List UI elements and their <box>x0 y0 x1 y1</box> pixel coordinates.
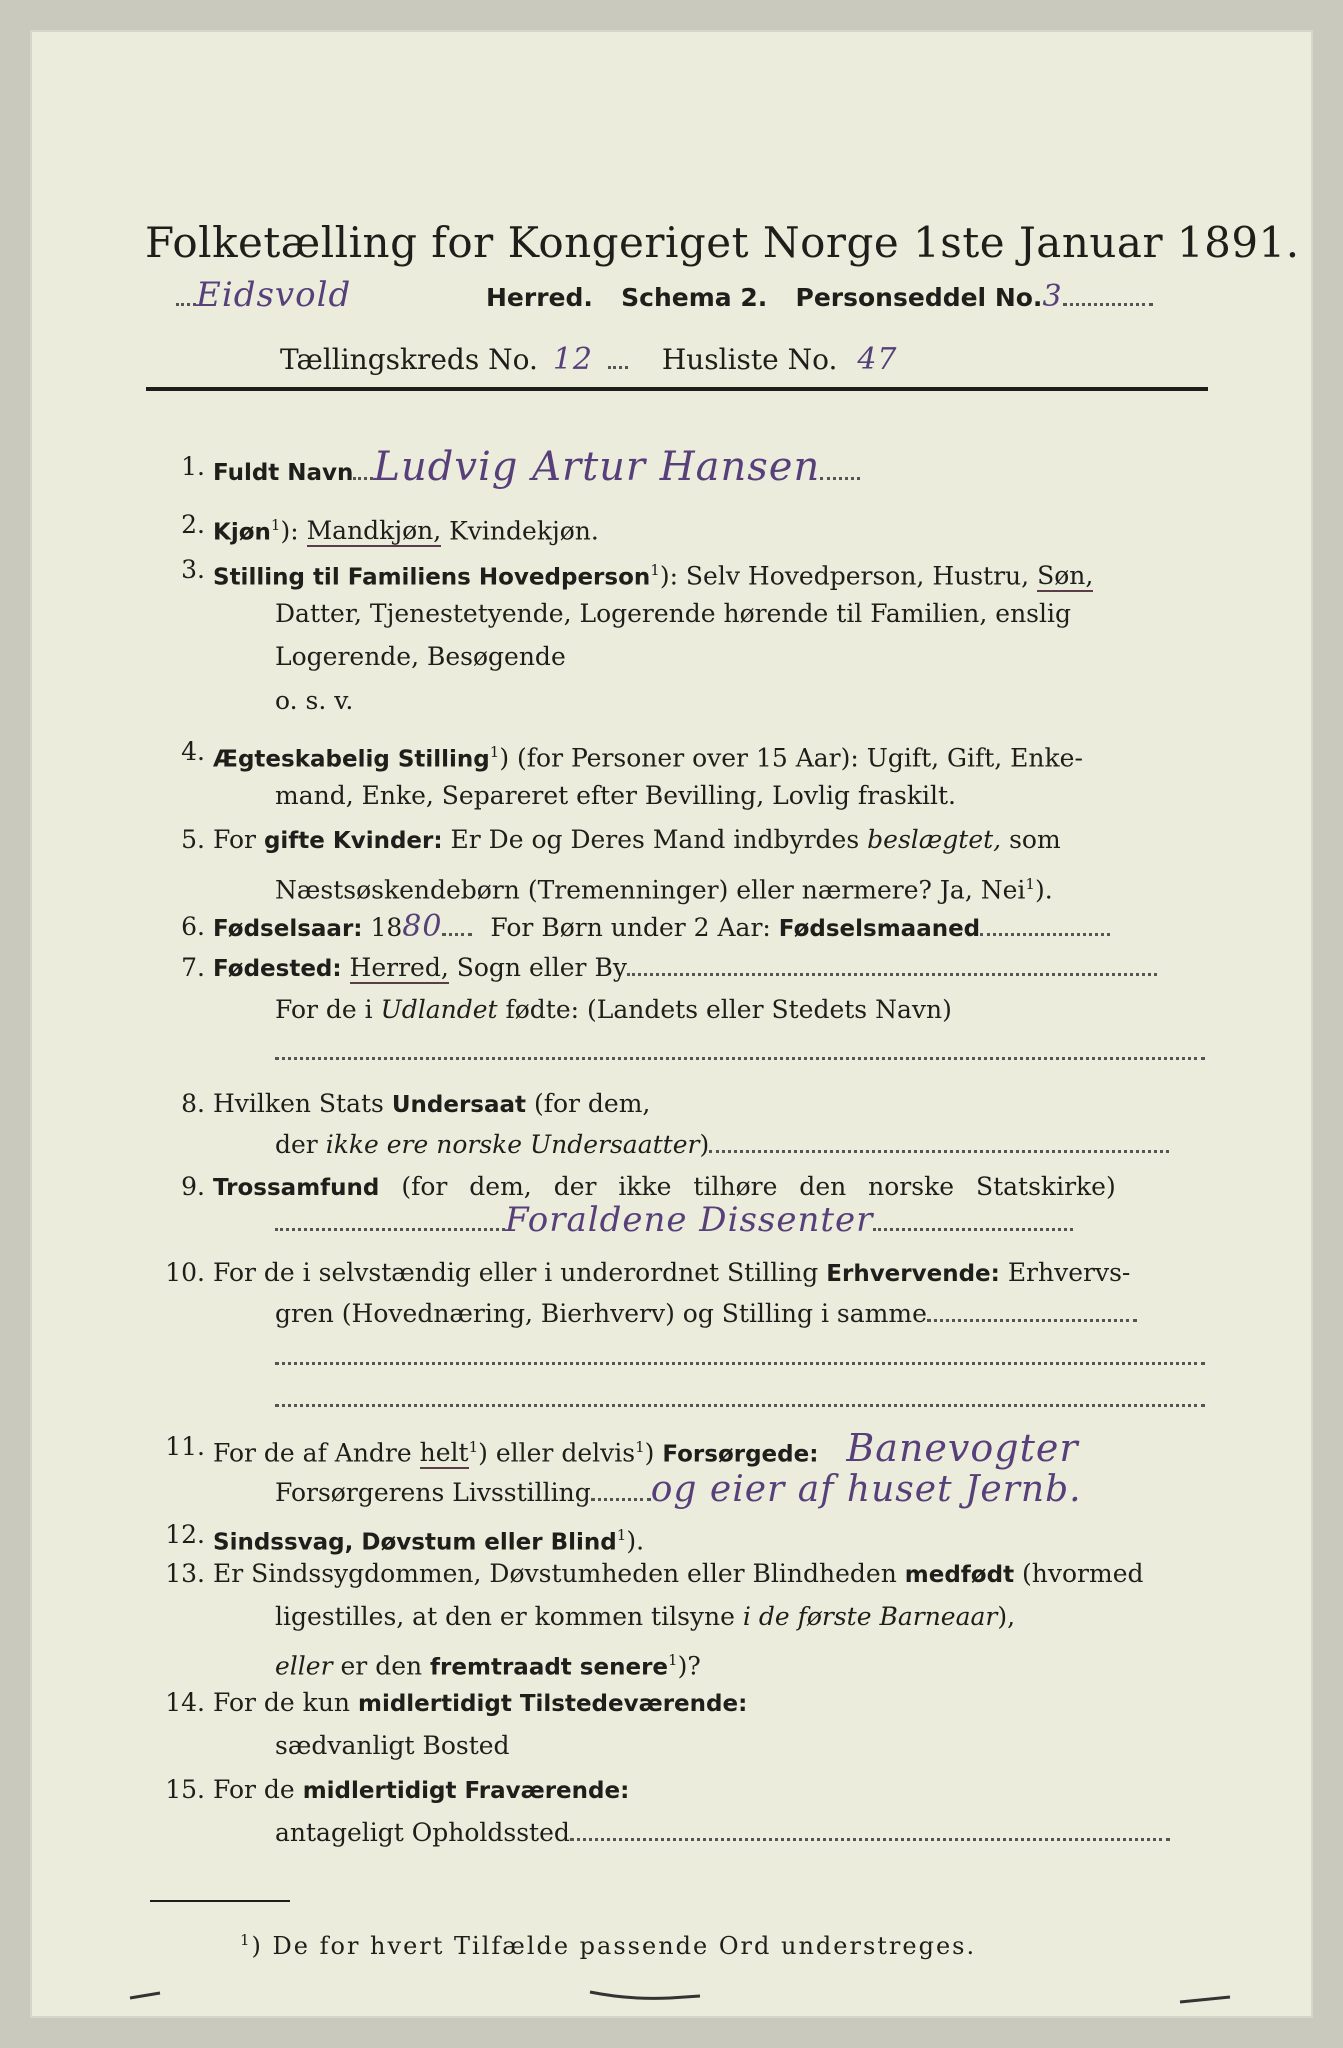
herred-line <box>176 275 1153 315</box>
item-8-line-2 <box>275 1128 1169 1162</box>
item-10-line-3 <box>275 1340 1205 1374</box>
item-15-temporary-absent <box>213 1773 629 1808</box>
husliste-number-handwritten: 47 <box>857 342 898 377</box>
occupation-label: Erhvervende: <box>826 1261 1000 1287</box>
text: ). <box>626 1526 645 1556</box>
temporary-present-label: midlertidigt Tilstedeværende: <box>357 1691 748 1717</box>
item-number: 6. <box>181 912 205 941</box>
footnote-ref: 1 <box>616 1526 627 1544</box>
form-title: Folketælling for Kongeriget Norge 1ste Januar 1891. <box>145 218 1300 267</box>
citizenship-label: Undersaat <box>391 1092 527 1118</box>
religion-label: Trossamfund <box>213 1175 380 1201</box>
footnote-ref: 1 <box>668 1651 678 1669</box>
text: fødte: (Landets eller Stedets Navn) <box>505 995 952 1024</box>
text: Hvilken Stats <box>213 1089 384 1118</box>
married-women-label: gifte Kvinder: <box>263 828 443 854</box>
gender-label: Kjøn <box>213 519 271 546</box>
footnote-ref: 1 <box>489 743 500 761</box>
text-italic: i de første Barneaar <box>742 1602 998 1631</box>
personseddel-label: Personseddel No. <box>795 283 1043 312</box>
birth-month-label: Fødselsmaaned <box>778 916 981 942</box>
kreds-label: Tællingskreds No. <box>280 343 538 376</box>
text: Næstsøskendebørn (Tremenninger) eller nærmere? Ja, Nei <box>275 875 1026 905</box>
item-14-temporary-present <box>213 1686 747 1721</box>
item-number: 3. <box>181 555 205 584</box>
item-2-gender <box>213 508 599 549</box>
footnote-ref: 1 <box>468 1438 479 1456</box>
birthplace-selected-herred: Herred, <box>349 953 449 982</box>
text: (for dem, <box>533 1089 651 1118</box>
religion-handwritten: Foraldene Dissenter <box>505 1200 874 1240</box>
family-position-options: ): Selv Hovedperson, Hustru, <box>659 561 1030 591</box>
text-italic: ikke ere norske Undersaatter <box>325 1130 700 1159</box>
footnote-ref: 1 <box>270 516 281 534</box>
family-position-label: Stilling til Familiens Hovedperson <box>213 564 651 591</box>
text: For Børn under 2 Aar: <box>490 913 771 942</box>
kreds-number-handwritten: 12 <box>552 342 593 377</box>
item-number: 15. <box>165 1775 205 1804</box>
item-number: 14. <box>165 1688 205 1717</box>
birth-year-prefix: 18 <box>370 913 403 942</box>
item-15-line-2 <box>275 1816 1170 1850</box>
item-3-line-4: o. s. v. <box>275 686 354 715</box>
supported-selected-helt: helt <box>419 1438 469 1468</box>
footnote-ref: 1 <box>1025 875 1035 893</box>
item-number: 1. <box>181 452 205 481</box>
kreds-line <box>280 343 917 377</box>
item-1-full-name <box>213 444 860 490</box>
dotted-fill <box>1063 295 1153 306</box>
marital-status-label: Ægteskabelig Stilling <box>213 746 490 773</box>
item-13-congenital <box>213 1557 1144 1592</box>
item-4-line-2: mand, Enke, Separeret efter Bevilling, Lovlig fraskilt. <box>275 781 956 810</box>
text: Forsørgerens Livsstilling <box>275 1478 591 1507</box>
supporter-occupation-handwritten: Banevogter <box>846 1426 1079 1471</box>
item-number: 11. <box>165 1432 205 1461</box>
text: ligestilles, at den er kommen tilsyne <box>275 1602 735 1631</box>
header-rule <box>146 387 1208 391</box>
birthplace-label: Fødested: <box>213 956 342 982</box>
husliste-label: Husliste No. <box>661 343 838 376</box>
item-number: 7. <box>181 953 205 982</box>
item-13-line-2 <box>275 1600 1015 1634</box>
item-7-birthplace <box>213 951 1157 986</box>
item-5-line-2 <box>275 867 1053 907</box>
ink-marks <box>30 1980 1313 2020</box>
item-number: 10. <box>165 1258 205 1287</box>
gender-selected-male: Mandkjøn, <box>306 516 442 546</box>
item-number: 13. <box>165 1559 205 1588</box>
footnote-ref: 1 <box>650 561 660 579</box>
text-italic: Udlandet <box>380 995 498 1024</box>
supporter-occupation-continued-handwritten: og eier af huset Jernb. <box>650 1469 1082 1510</box>
text: Sogn eller By <box>456 953 627 982</box>
item-number: 9. <box>181 1172 205 1201</box>
item-10-line-4 <box>275 1382 1205 1416</box>
text: antageligt Opholdssted <box>275 1818 570 1847</box>
text-italic: eller <box>275 1651 333 1681</box>
punct: ): <box>280 516 307 546</box>
herred-name-handwritten: Eidsvold <box>196 275 352 315</box>
text: For de af Andre <box>213 1438 412 1468</box>
dotted-fill <box>353 469 373 480</box>
item-5-married-women <box>213 823 1061 858</box>
text: For <box>213 825 256 854</box>
footnote-text: ) De for hvert Tilfælde passende Ord understreges. <box>251 1932 977 1960</box>
dotted-fill <box>608 358 628 369</box>
dotted-fill <box>709 1142 1169 1153</box>
text: For de i <box>275 995 373 1024</box>
item-6-birth-year <box>213 910 1110 946</box>
item-9-line-2 <box>275 1200 1073 1240</box>
item-12-disability <box>213 1518 644 1559</box>
herred-label: Herred. <box>486 283 593 312</box>
text: (for dem, der ikke tilhøre den norske Statskirke) <box>401 1172 1116 1201</box>
full-name-handwritten: Ludvig Artur Hansen <box>373 444 821 490</box>
item-3-line-2: Datter, Tjenestetyende, Logerende hørende til Familien, enslig <box>275 599 1072 628</box>
item-11-supported <box>213 1426 1079 1471</box>
text: som <box>1009 825 1061 854</box>
full-name-label: Fuldt Navn <box>213 460 354 486</box>
dotted-fill <box>442 925 472 936</box>
text: Er Sindssygdommen, Døvstumheden eller Blindheden <box>213 1559 897 1588</box>
footnote-rule <box>150 1900 290 1902</box>
family-position-selected-son: Søn, <box>1037 561 1094 591</box>
dotted-fill <box>275 1396 1205 1407</box>
temporary-absent-label: midlertidigt Fraværende: <box>302 1778 630 1804</box>
item-7-line-3 <box>275 1035 1205 1069</box>
text-italic: beslægtet, <box>867 825 1002 854</box>
item-number: 12. <box>165 1520 205 1549</box>
text: sædvanligt Bosted <box>275 1731 510 1760</box>
dotted-fill <box>275 1220 505 1231</box>
item-13-line-3 <box>275 1643 701 1684</box>
dotted-fill <box>980 925 1110 936</box>
item-number: 5. <box>181 825 205 854</box>
item-number: 4. <box>181 737 205 766</box>
gender-options-rest: Kvindekjøn. <box>441 516 599 546</box>
item-3-line-3: Logerende, Besøgende <box>275 642 566 671</box>
text: ) <box>699 1130 710 1159</box>
disability-label: Sindssvag, Døvstum eller Blind <box>213 1529 617 1556</box>
text: ), <box>997 1602 1016 1631</box>
footnote <box>240 1923 976 1963</box>
text: For de <box>213 1775 295 1804</box>
item-7-line-2 <box>275 993 952 1027</box>
item-11-line-2 <box>275 1469 1082 1510</box>
item-10-occupation <box>213 1256 1130 1291</box>
schema-label: Schema 2. <box>621 283 768 312</box>
item-number: 2. <box>181 510 205 539</box>
dotted-fill <box>927 1311 1137 1322</box>
item-10-line-2 <box>275 1297 1137 1331</box>
item-3-family-position <box>213 553 1093 594</box>
birth-year-label: Fødselsaar: <box>213 916 363 942</box>
dotted-fill <box>570 1830 1170 1841</box>
text: For de kun <box>213 1688 351 1717</box>
text: Er De og Deres Mand indbyrdes <box>450 825 860 854</box>
text: )? <box>677 1651 701 1681</box>
text: gren (Hovednæring, Bierhverv) og Stilling i samme <box>275 1299 927 1328</box>
supported-label: Forsørgede: <box>662 1441 819 1468</box>
personseddel-number-handwritten: 3 <box>1042 279 1063 314</box>
text: der <box>275 1130 318 1159</box>
dotted-fill <box>176 295 196 306</box>
later-onset-label: fremtraadt senere <box>430 1654 669 1681</box>
dotted-fill <box>627 965 1157 976</box>
marital-status-options: ) (for Personer over 15 Aar): Ugift, Gift, Enke- <box>499 743 1083 773</box>
item-4-marital-status <box>213 735 1083 776</box>
dotted-fill <box>275 1354 1205 1365</box>
dotted-fill <box>873 1220 1073 1231</box>
text: Erhvervs- <box>1007 1258 1131 1287</box>
dotted-fill <box>275 1049 1205 1060</box>
text: ). <box>1034 875 1053 905</box>
congenital-label: medfødt <box>904 1562 1015 1588</box>
dotted-fill <box>591 1490 651 1501</box>
text: ) eller delvis <box>478 1438 636 1468</box>
text: For de i selvstændig eller i underordnet Stilling <box>213 1258 819 1287</box>
item-number: 8. <box>181 1089 205 1118</box>
item-14-line-2 <box>275 1729 510 1763</box>
footnote-mark: 1 <box>240 1931 252 1949</box>
dotted-fill <box>820 469 860 480</box>
text: er den <box>340 1651 423 1681</box>
text: (hvormed <box>1022 1559 1144 1588</box>
item-8-citizenship <box>213 1087 650 1122</box>
census-form-page <box>30 30 1313 2018</box>
text: ) <box>644 1438 655 1468</box>
footnote-ref: 1 <box>635 1438 645 1456</box>
birth-year-handwritten: 80 <box>402 909 443 944</box>
